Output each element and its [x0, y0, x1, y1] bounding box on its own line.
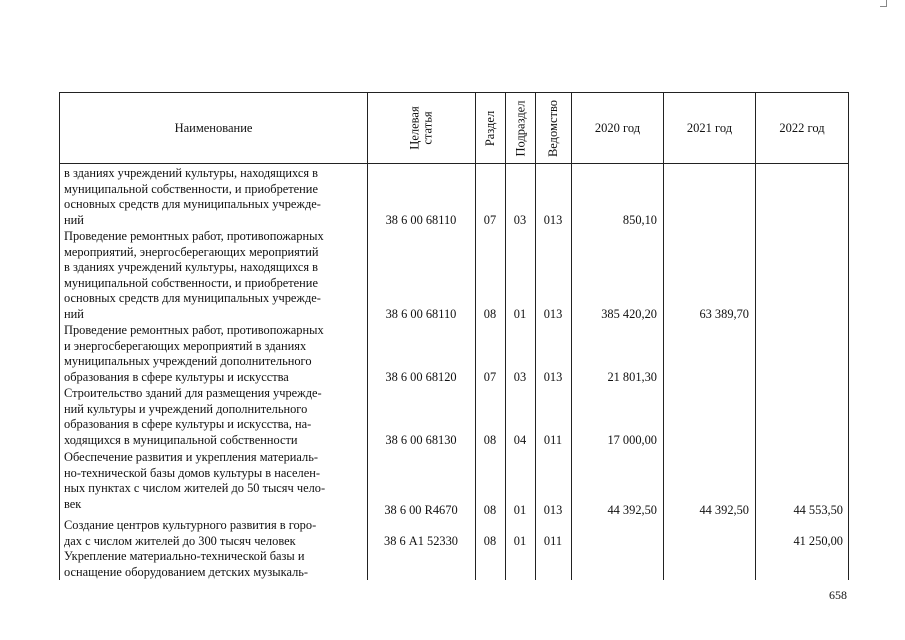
cell-2022: 44 553,50 — [793, 503, 843, 517]
cell-code: 38 6 00 R4670 — [384, 503, 458, 517]
column-rule — [59, 164, 60, 580]
table-row-name — [64, 518, 360, 549]
name-line: но-технической базы домов культуры в населен- — [64, 465, 320, 480]
name-line: и энергосберегающих мероприятий в зданиях — [64, 338, 307, 353]
cell-section: 08 — [483, 534, 497, 548]
cell-2020: 385 420,20 — [601, 307, 657, 321]
table-row-name — [64, 386, 360, 448]
name-line: ходящихся в муниципальной собственности — [64, 432, 298, 447]
cell-2020: 44 392,50 — [607, 503, 657, 517]
cell-section: 07 — [483, 213, 497, 227]
page-number: 658 — [829, 588, 847, 602]
name-line: образования в сфере культуры и искусства, на- — [64, 417, 312, 432]
cell-section: 08 — [483, 433, 497, 447]
name-line: образования в сфере культуры и искусства — [64, 369, 289, 384]
header-2022-label: 2022 год — [779, 120, 825, 135]
name-line: Строительство зданий для размещения учрежде- — [64, 386, 322, 400]
cell-department: 013 — [543, 370, 563, 384]
header-2020-label: 2020 год — [594, 120, 641, 135]
header-target-line-1: Целевая — [407, 106, 422, 150]
cell-subsection: 03 — [513, 370, 527, 384]
header-department-label: Ведомство — [546, 99, 560, 157]
cell-code: 38 6 А1 52330 — [384, 534, 458, 548]
name-line: основных средств для муниципальных учрежде- — [64, 291, 321, 306]
cell-2020: 21 801,30 — [607, 370, 657, 384]
name-line: Создание центров культурного развития в горо- — [64, 518, 317, 532]
cell-section: 07 — [483, 370, 497, 384]
name-line: оснащение оборудованием детских музыкаль- — [64, 564, 309, 579]
cell-section: 08 — [483, 503, 497, 517]
cell-subsection: 01 — [513, 307, 527, 321]
table-row-name — [64, 450, 360, 512]
name-line: ных пунктах с числом жителей до 50 тысяч чело- — [64, 481, 326, 496]
header-2022 — [755, 92, 849, 164]
name-line: век — [64, 496, 82, 511]
cell-subsection: 04 — [513, 433, 527, 447]
header-subsection-label: Подраздел — [513, 100, 527, 156]
cell-subsection: 01 — [513, 503, 527, 517]
header-department — [535, 92, 571, 164]
header-name-label: Наименование — [174, 120, 253, 135]
cell-code: 38 6 00 68130 — [385, 433, 457, 447]
header-2021-label: 2021 год — [686, 120, 733, 135]
table-row-name — [64, 229, 360, 323]
header-section — [475, 92, 505, 164]
cell-subsection: 01 — [513, 534, 527, 548]
column-rule — [848, 164, 849, 580]
name-line: муниципальной собственности, и приобретение — [64, 181, 318, 196]
name-line: мероприятий, энергосберегающих мероприятий — [64, 244, 319, 259]
cell-2022: 41 250,00 — [793, 534, 843, 548]
cell-department: 013 — [543, 213, 563, 227]
header-target-line-2: статья — [420, 111, 435, 145]
header-name — [59, 92, 367, 164]
cell-2021: 63 389,70 — [699, 307, 749, 321]
cell-subsection: 03 — [513, 213, 527, 227]
name-line: муниципальной собственности, и приобретение — [64, 275, 318, 290]
table-row-name — [64, 323, 360, 385]
cell-2020: 17 000,00 — [607, 433, 657, 447]
name-line: дах с числом жителей до 300 тысяч человек — [64, 533, 296, 548]
cell-department: 013 — [543, 307, 563, 321]
cell-code: 38 6 00 68110 — [385, 307, 457, 321]
cell-department: 013 — [543, 503, 563, 517]
table-row-name — [64, 549, 360, 580]
cell-section: 08 — [483, 307, 497, 321]
cell-department: 011 — [543, 433, 563, 447]
name-line: Обеспечение развития и укрепления материаль- — [64, 450, 318, 464]
header-target-label — [409, 106, 435, 149]
cell-department: 011 — [543, 534, 563, 548]
cell-code: 38 6 00 68110 — [385, 213, 457, 227]
name-line: основных средств для муниципальных учрежде- — [64, 197, 321, 212]
name-line: ний — [64, 212, 84, 227]
corner-crop-mark — [880, 0, 887, 7]
name-line: Укрепление материально-технической базы и — [64, 549, 305, 563]
cell-2021: 44 392,50 — [699, 503, 749, 517]
name-line: ний культуры и учреждений дополнительного — [64, 401, 308, 416]
name-line: в зданиях учреждений культуры, находящихся в — [64, 166, 319, 180]
name-line: Проведение ремонтных работ, противопожарных — [64, 229, 324, 243]
header-2021 — [663, 92, 755, 164]
cell-code: 38 6 00 68120 — [385, 370, 457, 384]
cell-2020: 850,10 — [622, 213, 657, 227]
name-line: ний — [64, 306, 84, 321]
header-subsection — [505, 92, 535, 164]
header-section-label: Раздел — [483, 110, 498, 146]
name-line: муниципальных учреждений дополнительного — [64, 354, 312, 369]
header-2020 — [571, 92, 663, 164]
name-line: Проведение ремонтных работ, противопожарных — [64, 323, 324, 337]
header-target — [367, 92, 475, 164]
budget-table — [59, 92, 849, 580]
table-row-name — [64, 166, 360, 228]
name-line: в зданиях учреждений культуры, находящихся в — [64, 260, 319, 275]
